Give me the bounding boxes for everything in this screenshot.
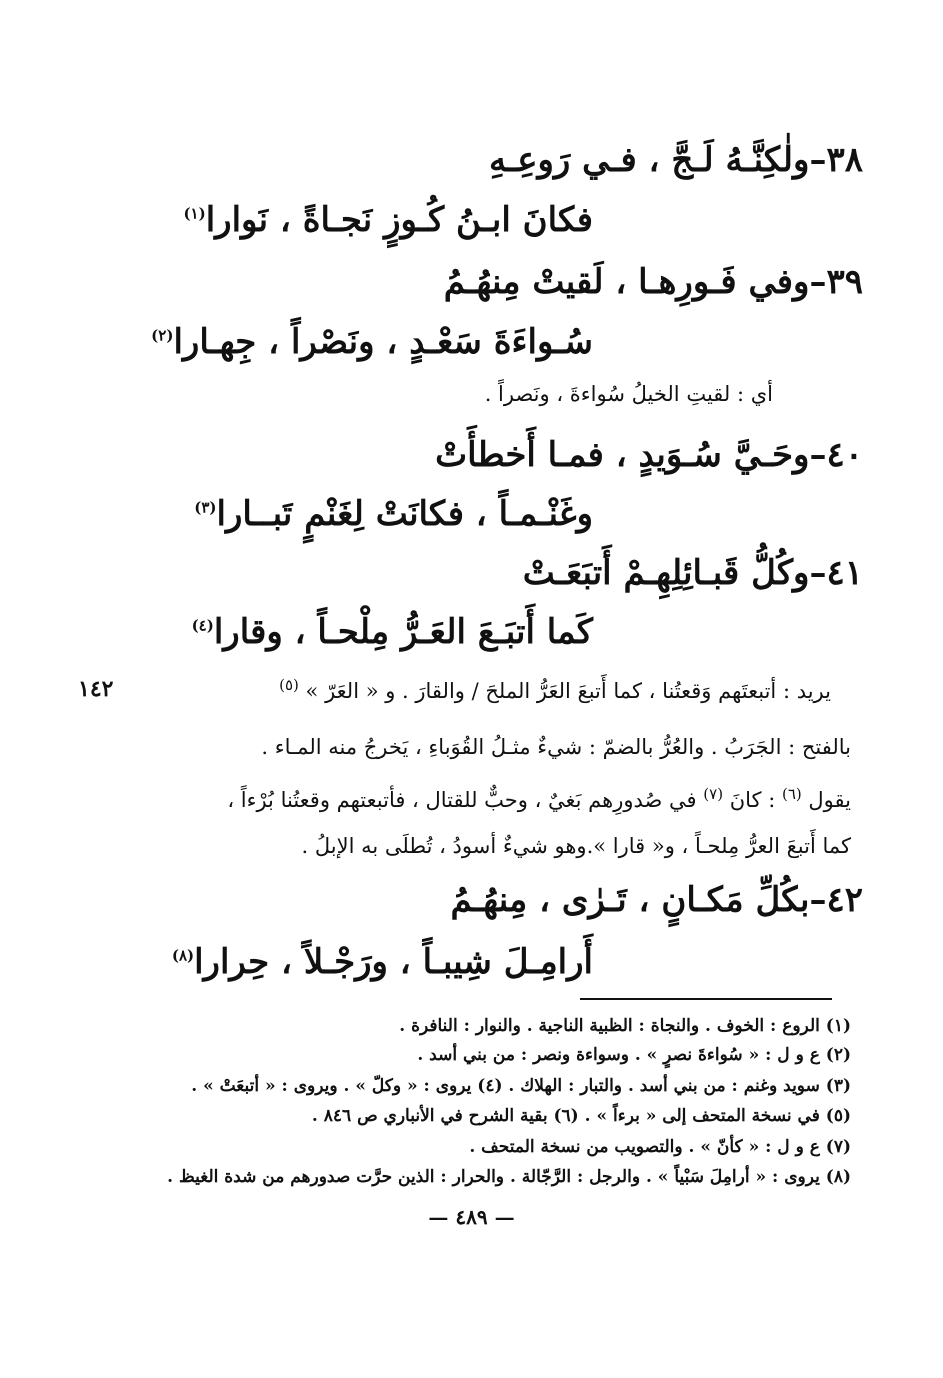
commentary-line-3: [227, 785, 851, 812]
footnote-3-4: (٣) سويد وغنم : من بني أسد . والتبار : الهلاك . (٤) يروى : « وكلّ » . ويروى : « أتبعَتْ » .: [191, 1076, 851, 1096]
footnote-5-6: (٥) في نسخة المتحف إلى « برءاً » . (٦) بقية الشرح في الأنباري ص ٨٤٦ .: [311, 1106, 851, 1126]
commentary-line-1-text: يريد : أتبعتَهم وَقعتُنا ، كما أَتبعَ العَرُّ الملحَ / والقارَ . و « العَرّ »: [298, 679, 831, 703]
footnote-7: (٧) ع و ل : « كأنّ » . والتصويب من نسخة المتحف .: [469, 1137, 851, 1157]
commentary-line-2: بالفتح : الجَرَبُ . والعُرُّ بالضمّ : شيءٌ مثـلُ القُوَباءِ ، يَخرجُ منه المـاء .: [261, 735, 851, 759]
verse-39-gloss: أي : لقيتِ الخيلُ سُواءةَ ، ونَصراً .: [484, 382, 773, 406]
footnote-ref-1: (١): [183, 204, 206, 223]
verse-40-first-hemistich: ٤٠–وحَـيَّ سُـوَيدٍ ، فمـا أَخطأَتْ: [435, 435, 863, 475]
footnote-8: (٨) يروى : « أرامِلَ سَبْياً » . والرجل : الرَّجّالة . والحرار : الذين حرَّت صدورهم من شدة الغيظ .: [167, 1167, 851, 1187]
verse-41-first-hemistich: ٤١–وكُلُّ قَبـائِلِهِـمْ أَتبَعَـتْ: [522, 553, 863, 593]
verse-40-second-hemistich: [194, 494, 593, 534]
commentary-line-1: [279, 676, 831, 703]
commentary-line-3-part-c: في صُدورِهم بَغيٌ ، وحبٌّ للقتال ، فأتبعتهم وقعتُنا بُرْءاً ،: [227, 788, 704, 812]
verse-41-b-text: كَما أَتبَـعَ العَـرُّ مِلْحـاً ، وقارا: [213, 612, 593, 652]
verse-42-second-hemistich: [172, 942, 593, 982]
commentary-line-3-part-b: : كانَ: [723, 788, 782, 812]
footnote-ref-4: (٤): [191, 616, 214, 635]
verse-41-second-hemistich: [192, 612, 593, 652]
footnote-ref-3: (٣): [194, 498, 217, 517]
verse-38-first-hemistich: ٣٨–ولٰكِنَّـهُ لَـجَّ ، فـي رَوعِـهِ: [489, 140, 863, 180]
footnote-1: (١) الروع : الخوف . والنجاة : الظبية الناجية . والنوار : النافرة .: [399, 1016, 851, 1036]
margin-number: ١٤٢: [78, 676, 114, 702]
commentary-line-4: كما أَتبعَ العرُّ مِلحـاً ، و« قارا ».وهو شيءٌ أسودُ ، تُطلَى به الإبلُ .: [301, 834, 851, 858]
verse-39-b-text: سُـواءَةَ سَعْـدٍ ، ونَصْراً ، جِهـارا: [173, 322, 593, 362]
footnote-ref-7: (٧): [703, 785, 724, 803]
footnote-ref-5: (٥): [279, 676, 299, 694]
verse-40-b-text: وغَنْـمـاً ، فكانَتْ لِغَنْمٍ تَبــارا: [216, 494, 593, 534]
page-number: — ٤٨٩ —: [428, 1205, 515, 1229]
commentary-line-3-part-a: يقول: [801, 788, 851, 812]
verse-38-second-hemistich: [183, 200, 593, 240]
verse-38-b-text: فكانَ ابـنُ كُـوزٍ نَجـاةً ، نَوارا: [205, 200, 593, 240]
footnote-divider: [580, 998, 832, 1000]
footnote-ref-2: (٢): [151, 326, 174, 345]
verse-39-second-hemistich: [151, 322, 593, 362]
verse-39-first-hemistich: ٣٩–وفي فَـورِهـا ، لَقيتْ مِنهُـمُ: [443, 262, 863, 302]
footnote-ref-8: (٨): [171, 946, 195, 965]
footnote-2: (٢) ع و ل : « سُواءةَ نصرٍ » . وسواءة ونصر : من بني أسد .: [417, 1045, 851, 1065]
verse-42-b-text: أَرامِـلَ شِيبـاً ، ورَجْـلاً ، حِرارا: [194, 942, 593, 982]
footnote-ref-6: (٦): [781, 785, 802, 803]
verse-42-first-hemistich: ٤٢–بكُلِّ مَكـانٍ ، تَـرٰى ، مِنهُـمُ: [450, 880, 863, 920]
